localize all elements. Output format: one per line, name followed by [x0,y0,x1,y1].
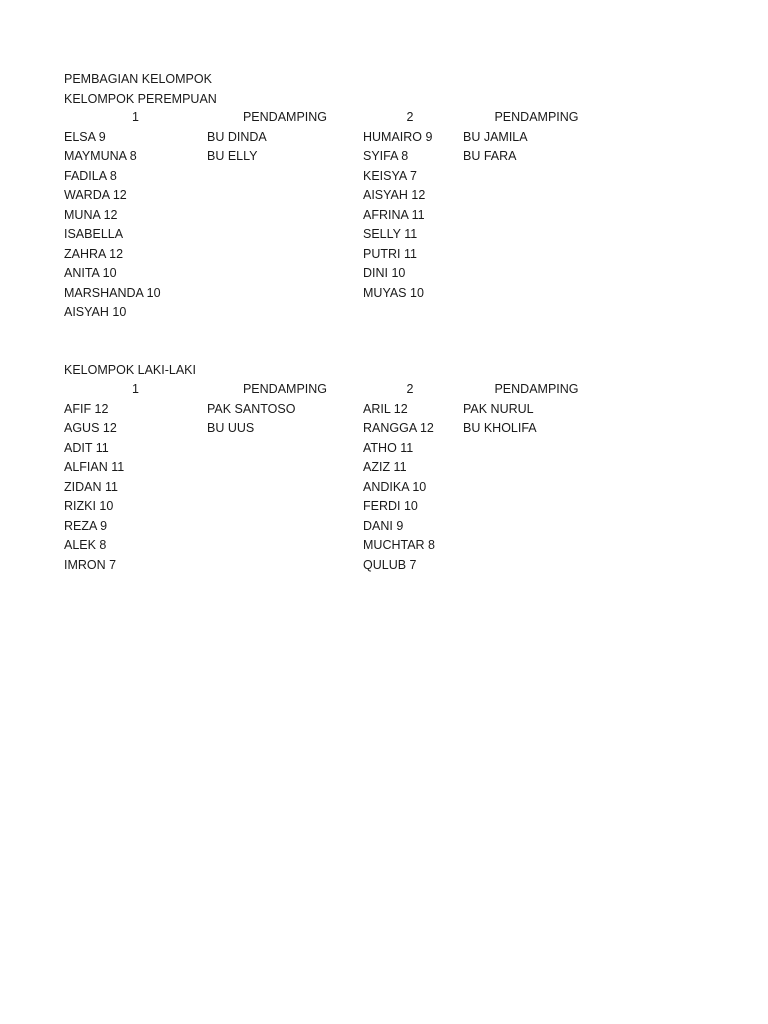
member-name: RANGGA 12 [363,421,434,435]
member-name: HUMAIRO 9 [363,129,433,144]
member-name: QULUB 7 [363,557,417,572]
member-name: ADIT 11 [64,440,109,455]
mentor-1-header: PENDAMPING [242,110,328,124]
member-name: MAYMUNA 8 [64,149,137,163]
member-name: AFRINA 11 [363,207,425,222]
member-name: AISYAH 12 [363,188,426,202]
member-name: ZAHRA 12 [64,246,124,261]
member-name: AISYAH 10 [64,305,127,319]
mentor-2-header: PENDAMPING [494,382,579,396]
member-name: FADILA 8 [64,168,117,183]
member-name: DINI 10 [363,266,406,280]
document-title: PEMBAGIAN KELOMPOK [64,72,212,86]
member-name: REZA 9 [64,518,108,533]
member-name: PUTRI 11 [363,246,417,261]
member-name: ISABELLA [64,227,124,241]
mentor-name: BU FARA [463,149,517,163]
mentor-1-header: PENDAMPING [242,382,328,396]
member-name: MARSHANDA 10 [64,285,161,300]
group-1-header: 1 [132,110,139,124]
member-name: IMRON 7 [64,557,117,572]
member-name: SYIFA 8 [363,149,409,163]
mentor-name: BU KHOLIFA [463,421,537,435]
member-name: ANDIKA 10 [363,479,427,494]
member-name: ALFIAN 11 [64,460,125,474]
member-name: SELLY 11 [363,227,418,241]
member-name: RIZKI 10 [64,499,114,513]
member-name: ZIDAN 11 [64,479,118,494]
mentor-2-header: PENDAMPING [494,110,579,124]
member-name: ANITA 10 [64,266,117,280]
member-name: AGUS 12 [64,421,117,435]
member-name: WARDA 12 [64,188,127,202]
member-name: AFIF 12 [64,401,109,416]
mentor-name: PAK SANTOSO [207,401,296,416]
member-name: KEISYA 7 [363,168,417,183]
female-section-heading: KELOMPOK PEREMPUAN [64,92,217,106]
mentor-name: BU DINDA [207,129,267,144]
member-name: ARIL 12 [363,401,408,416]
member-name: AZIZ 11 [363,460,407,474]
mentor-name: BU UUS [207,421,255,435]
mentor-name: PAK NURUL [463,401,534,416]
male-section-heading: KELOMPOK LAKI-LAKI [64,363,196,377]
member-name: MUYAS 10 [363,285,424,300]
member-name: FERDI 10 [363,499,418,513]
member-name: DANI 9 [363,518,404,533]
group-1-header: 1 [132,382,139,396]
member-name: ATHO 11 [363,440,414,455]
mentor-name: BU ELLY [207,149,258,163]
member-name: ELSA 9 [64,129,106,144]
mentor-name: BU JAMILA [463,129,528,144]
member-name: MUCHTAR 8 [363,538,435,552]
member-name: MUNA 12 [64,207,118,222]
group-2-header: 2 [406,110,414,124]
member-name: ALEK 8 [64,538,107,552]
group-2-header: 2 [406,382,414,396]
